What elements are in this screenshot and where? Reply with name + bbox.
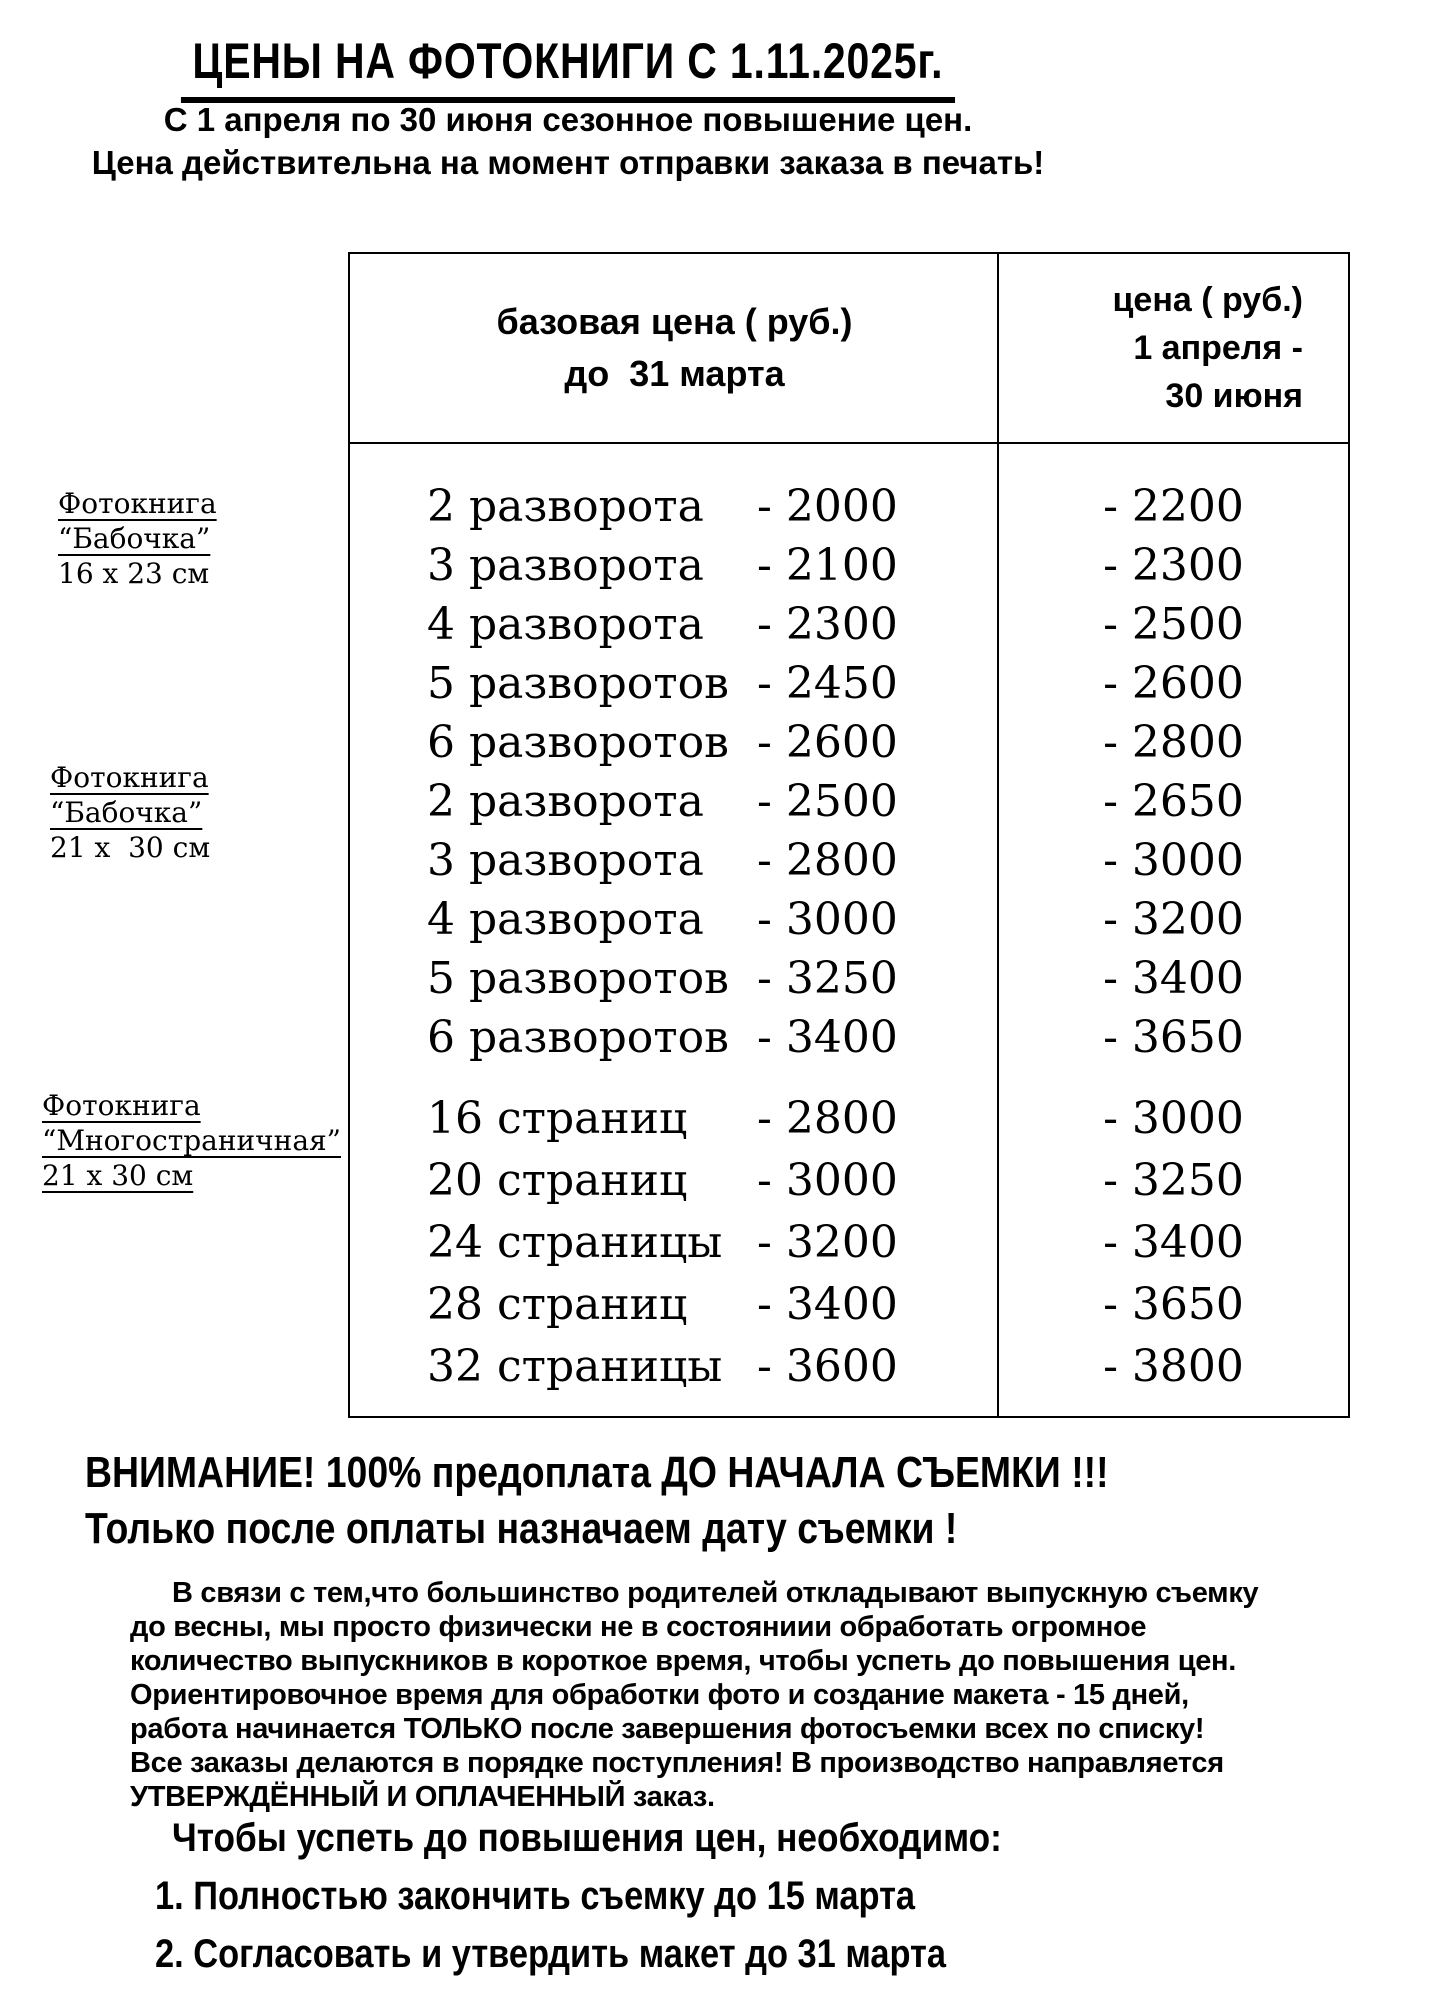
paragraph-line: работа начинается ТОЛЬКО после завершения фотосъемки всех по списку! bbox=[130, 1713, 1205, 1745]
cell-base-price bbox=[350, 717, 999, 768]
product-label-line: 16 х 23 см bbox=[58, 557, 210, 590]
warning-booking: Только после оплаты назначаем дату съемки ! bbox=[85, 1504, 958, 1553]
price-row bbox=[350, 1087, 1348, 1149]
base-price-value: - 2600 bbox=[757, 717, 898, 768]
price-row bbox=[350, 949, 1348, 1008]
seasonal-price-value: - 2500 bbox=[1103, 599, 1244, 650]
header-seasonal-price bbox=[999, 254, 1348, 442]
cell-base-price bbox=[350, 599, 999, 650]
price-row bbox=[350, 1008, 1348, 1067]
cell-base-price bbox=[350, 481, 999, 532]
base-price-value: - 2800 bbox=[757, 1092, 898, 1144]
price-row bbox=[350, 477, 1348, 536]
header-base-price bbox=[350, 254, 999, 442]
product-label-0 bbox=[58, 486, 217, 591]
subtitle-price-validity: Цена действительна на момент отправки заказа в печать! bbox=[91, 144, 1045, 181]
cell-base-price bbox=[350, 540, 999, 591]
cell-base-price bbox=[350, 1217, 999, 1268]
title-wrap bbox=[0, 32, 1136, 103]
item-name: 16 страниц bbox=[427, 1092, 688, 1144]
item-name: 2 разворота bbox=[427, 776, 704, 827]
product-label-2 bbox=[42, 1088, 341, 1193]
warning-prepayment: ВНИМАНИЕ! 100% предоплата ДО НАЧАЛА СЪЕМКИ !!! bbox=[85, 1448, 1109, 1497]
todo-heading: Чтобы успеть до повышения цен, необходимо: bbox=[172, 1816, 1002, 1860]
product-label-line: Фотокнига bbox=[58, 487, 217, 520]
base-price-value: - 3250 bbox=[757, 953, 898, 1004]
seasonal-price-value: - 3400 bbox=[1103, 1216, 1244, 1268]
seasonal-price-value: - 3250 bbox=[1103, 1154, 1244, 1206]
seasonal-price-value: - 3000 bbox=[1103, 1092, 1244, 1144]
item-name: 3 разворота bbox=[427, 540, 704, 591]
product-label-line: 21 х 30 см bbox=[50, 831, 211, 864]
seasonal-price-value: - 3800 bbox=[1103, 1340, 1244, 1392]
item-name: 5 разворотов bbox=[427, 658, 729, 709]
seasonal-price-value: - 3200 bbox=[1103, 894, 1244, 945]
header-seasonal-price-line1: цена ( руб.) bbox=[1112, 281, 1303, 319]
seasonal-price-value: - 3000 bbox=[1103, 835, 1244, 886]
seasonal-price-value: - 2650 bbox=[1103, 776, 1244, 827]
price-row bbox=[350, 654, 1348, 713]
product-label-1 bbox=[50, 760, 210, 865]
price-row bbox=[350, 890, 1348, 949]
price-row bbox=[350, 713, 1348, 772]
page-title: ЦЕНЫ НА ФОТОКНИГИ С 1.11.2025г. bbox=[181, 32, 955, 103]
product-label-line: 21 х 30 см bbox=[42, 1159, 194, 1192]
header-base-price-line1: базовая цена ( руб.) bbox=[496, 301, 853, 342]
price-table bbox=[348, 252, 1350, 1418]
cell-base-price bbox=[350, 1012, 999, 1063]
item-name: 2 разворота bbox=[427, 481, 704, 532]
base-price-value: - 3400 bbox=[757, 1278, 898, 1330]
seasonal-price-value: - 2800 bbox=[1103, 717, 1244, 768]
cell-base-price bbox=[350, 1341, 999, 1392]
base-price-value: - 3000 bbox=[757, 1154, 898, 1206]
paragraph-line: В связи с тем,что большинство родителей откладывают выпускную съемку bbox=[172, 1577, 1259, 1609]
item-name: 6 разворотов bbox=[427, 717, 729, 768]
header-seasonal-price-line3: 30 июня bbox=[1165, 377, 1303, 415]
explanation-paragraph bbox=[130, 1576, 1258, 1814]
item-name: 24 страницы bbox=[427, 1216, 723, 1268]
seasonal-price-value: - 3650 bbox=[1103, 1012, 1244, 1063]
product-label-line: “Многостраничная” bbox=[42, 1124, 341, 1157]
paragraph-line: Все заказы делаются в порядке поступления! В производство направляется bbox=[130, 1747, 1224, 1779]
seasonal-price-value: - 2200 bbox=[1103, 481, 1244, 532]
item-name: 4 разворота bbox=[427, 894, 704, 945]
price-row bbox=[350, 772, 1348, 831]
base-price-value: - 2300 bbox=[757, 599, 898, 650]
item-name: 6 разворотов bbox=[427, 1012, 729, 1063]
paragraph-line: УТВЕРЖДЁННЫЙ И ОПЛАЧЕННЫЙ заказ. bbox=[130, 1781, 715, 1813]
item-name: 3 разворота bbox=[427, 835, 704, 886]
base-price-value: - 2000 bbox=[757, 481, 898, 532]
price-group-0 bbox=[350, 477, 1348, 772]
item-name: 32 страницы bbox=[427, 1340, 723, 1392]
product-label-line: “Бабочка” bbox=[58, 522, 211, 555]
base-price-value: - 2800 bbox=[757, 835, 898, 886]
todo-item-2: 2. Согласовать и утвердить макет до 31 марта bbox=[155, 1932, 947, 1976]
base-price-value: - 2450 bbox=[757, 658, 898, 709]
product-label-line: “Бабочка” bbox=[50, 796, 203, 829]
base-price-value: - 3000 bbox=[757, 894, 898, 945]
base-price-value: - 2500 bbox=[757, 776, 898, 827]
paragraph-line: до весны, мы просто физически не в состояниии обработать огромное bbox=[130, 1611, 1147, 1643]
price-row bbox=[350, 1211, 1348, 1273]
cell-base-price bbox=[350, 1155, 999, 1206]
header-base-price-line2: до 31 марта bbox=[564, 353, 785, 394]
price-row bbox=[350, 831, 1348, 890]
item-name: 28 страниц bbox=[427, 1278, 688, 1330]
item-name: 5 разворотов bbox=[427, 953, 729, 1004]
header-seasonal-price-line2: 1 апреля - bbox=[1133, 329, 1303, 367]
seasonal-price-value: - 2600 bbox=[1103, 658, 1244, 709]
cell-base-price bbox=[350, 658, 999, 709]
item-name: 4 разворота bbox=[427, 599, 704, 650]
price-row bbox=[350, 595, 1348, 654]
price-row bbox=[350, 1149, 1348, 1211]
paragraph-line: Ориентировочное время для обработки фото и создание макета - 15 дней, bbox=[130, 1679, 1189, 1711]
base-price-value: - 2100 bbox=[757, 540, 898, 591]
cell-base-price bbox=[350, 894, 999, 945]
product-label-line: Фотокнига bbox=[50, 761, 209, 794]
paragraph-line: количество выпускников в короткое время, чтобы успеть до повышения цен. bbox=[130, 1645, 1237, 1677]
product-label-line: Фотокнига bbox=[42, 1089, 201, 1122]
price-row bbox=[350, 1335, 1348, 1397]
item-name: 20 страниц bbox=[427, 1154, 688, 1206]
cell-base-price bbox=[350, 776, 999, 827]
cell-base-price bbox=[350, 953, 999, 1004]
cell-base-price bbox=[350, 1279, 999, 1330]
seasonal-price-value: - 3400 bbox=[1103, 953, 1244, 1004]
todo-item-1: 1. Полностью закончить съемку до 15 марта bbox=[155, 1874, 916, 1918]
cell-base-price bbox=[350, 1093, 999, 1144]
subtitle-season-increase: С 1 апреля по 30 июня сезонное повышение цен. bbox=[163, 101, 973, 138]
table-header-row bbox=[350, 254, 1348, 444]
base-price-value: - 3200 bbox=[757, 1216, 898, 1268]
seasonal-price-value: - 3650 bbox=[1103, 1278, 1244, 1330]
price-row bbox=[350, 1273, 1348, 1335]
base-price-value: - 3600 bbox=[757, 1340, 898, 1392]
price-row bbox=[350, 536, 1348, 595]
base-price-value: - 3400 bbox=[757, 1012, 898, 1063]
price-group-2 bbox=[350, 1087, 1348, 1397]
price-group-1 bbox=[350, 772, 1348, 1067]
seasonal-price-value: - 2300 bbox=[1103, 540, 1244, 591]
cell-base-price bbox=[350, 835, 999, 886]
